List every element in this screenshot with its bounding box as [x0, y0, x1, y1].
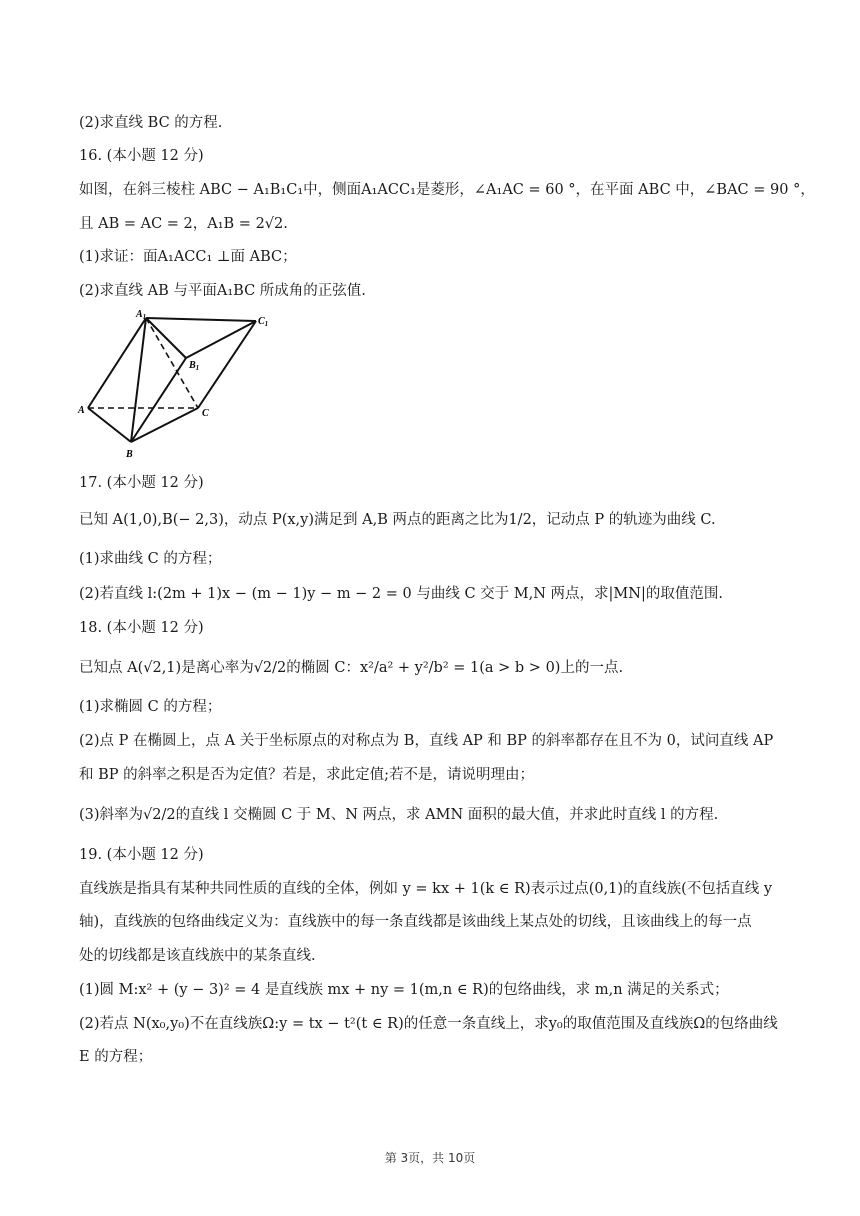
page-footer: 第 3页，共 10页	[384, 1151, 476, 1165]
q16-heading: 16. (本小题 12 分)	[79, 148, 204, 164]
label-C1: $C_1$	[258, 316, 269, 328]
label-A: A	[78, 405, 85, 416]
q16-statement-1: 如图，在斜三棱柱 ABC − A₁B₁C₁中，侧面A₁ACC₁是菱形，∠A₁AC = 60 °，在平面 ABC 中，∠BAC = 90 °，	[79, 182, 815, 198]
q18-statement: 已知点 A(√2,1)是离心率为√2/2的椭圆 C：x²/a² + y²/b² = 1(a > b > 0)上的一点.	[79, 660, 624, 676]
q17-statement: 已知 A(1,0),B(− 2,3)，动点 P(x,y)满足到 A,B 两点的距离之比为1/2，记动点 P 的轨迹为曲线 C.	[79, 512, 716, 528]
q18-part3: (3)斜率为√2/2的直线 l 交椭圆 C 于 M、N 两点，求 AMN 面积的最大值，并求此时直线 l 的方程.	[79, 807, 719, 823]
q16-part1: (1)求证：面A₁ACC₁ ⊥面 ABC；	[79, 249, 297, 265]
prism-figure	[76, 306, 286, 464]
q16-statement-2: 且 AB = AC = 2，A₁B = 2√2.	[79, 216, 288, 232]
label-B1: $B_1$	[189, 360, 200, 372]
q16-part2: (2)求直线 AB 与平面A₁BC 所成角的正弦值.	[79, 283, 366, 299]
label-C: C	[202, 408, 209, 419]
q19-statement-2: 轴)，直线族的包络曲线定义为：直线族中的每一条直线都是该曲线上某点处的切线，且该曲线上的每一点	[79, 914, 752, 930]
label-A1: $A_1$	[136, 309, 147, 321]
q19-part1: (1)圆 M:x² + (y − 3)² = 4 是直线族 mx + ny = 1(m,n ∈ R)的包络曲线，求 m,n 满足的关系式；	[79, 982, 729, 998]
q17-heading: 17. (本小题 12 分)	[79, 475, 204, 491]
label-B: B	[126, 449, 133, 460]
prism-dashed-edges	[88, 318, 198, 408]
q17-part1: (1)求曲线 C 的方程；	[79, 551, 222, 567]
q18-part2-line2: 和 BP 的斜率之积是否为定值？若是，求此定值;若不是，请说明理由；	[79, 767, 535, 783]
q19-part2-line2: E 的方程；	[79, 1049, 153, 1065]
q19-statement-1: 直线族是指具有某种共同性质的直线的全体，例如 y = kx + 1(k ∈ R)表示过点(0,1)的直线族(不包括直线 y	[79, 881, 773, 897]
q18-part1: (1)求椭圆 C 的方程；	[79, 699, 222, 715]
q19-heading: 19. (本小题 12 分)	[79, 847, 204, 863]
q19-statement-3: 处的切线都是该直线族中的某条直线.	[79, 948, 316, 964]
q19-part2-line1: (2)若点 N(x₀,y₀)不在直线族Ω:y = tx − t²(t ∈ R)的任意一条直线上，求y₀的取值范围及直线族Ω的包络曲线	[79, 1016, 778, 1032]
q15-part2: (2)求直线 BC 的方程.	[79, 115, 223, 131]
prism-solid-edges	[88, 318, 256, 442]
q18-part2-line1: (2)点 P 在椭圆上，点 A 关于坐标原点的对称点为 B，直线 AP 和 BP 的斜率都存在且不为 0，试问直线 AP	[79, 733, 774, 749]
q17-part2: (2)若直线 l:(2m + 1)x − (m − 1)y − m − 2 = 0 与曲线 C 交于 M,N 两点，求|MN|的取值范围.	[79, 586, 723, 602]
q18-heading: 18. (本小题 12 分)	[79, 620, 204, 636]
